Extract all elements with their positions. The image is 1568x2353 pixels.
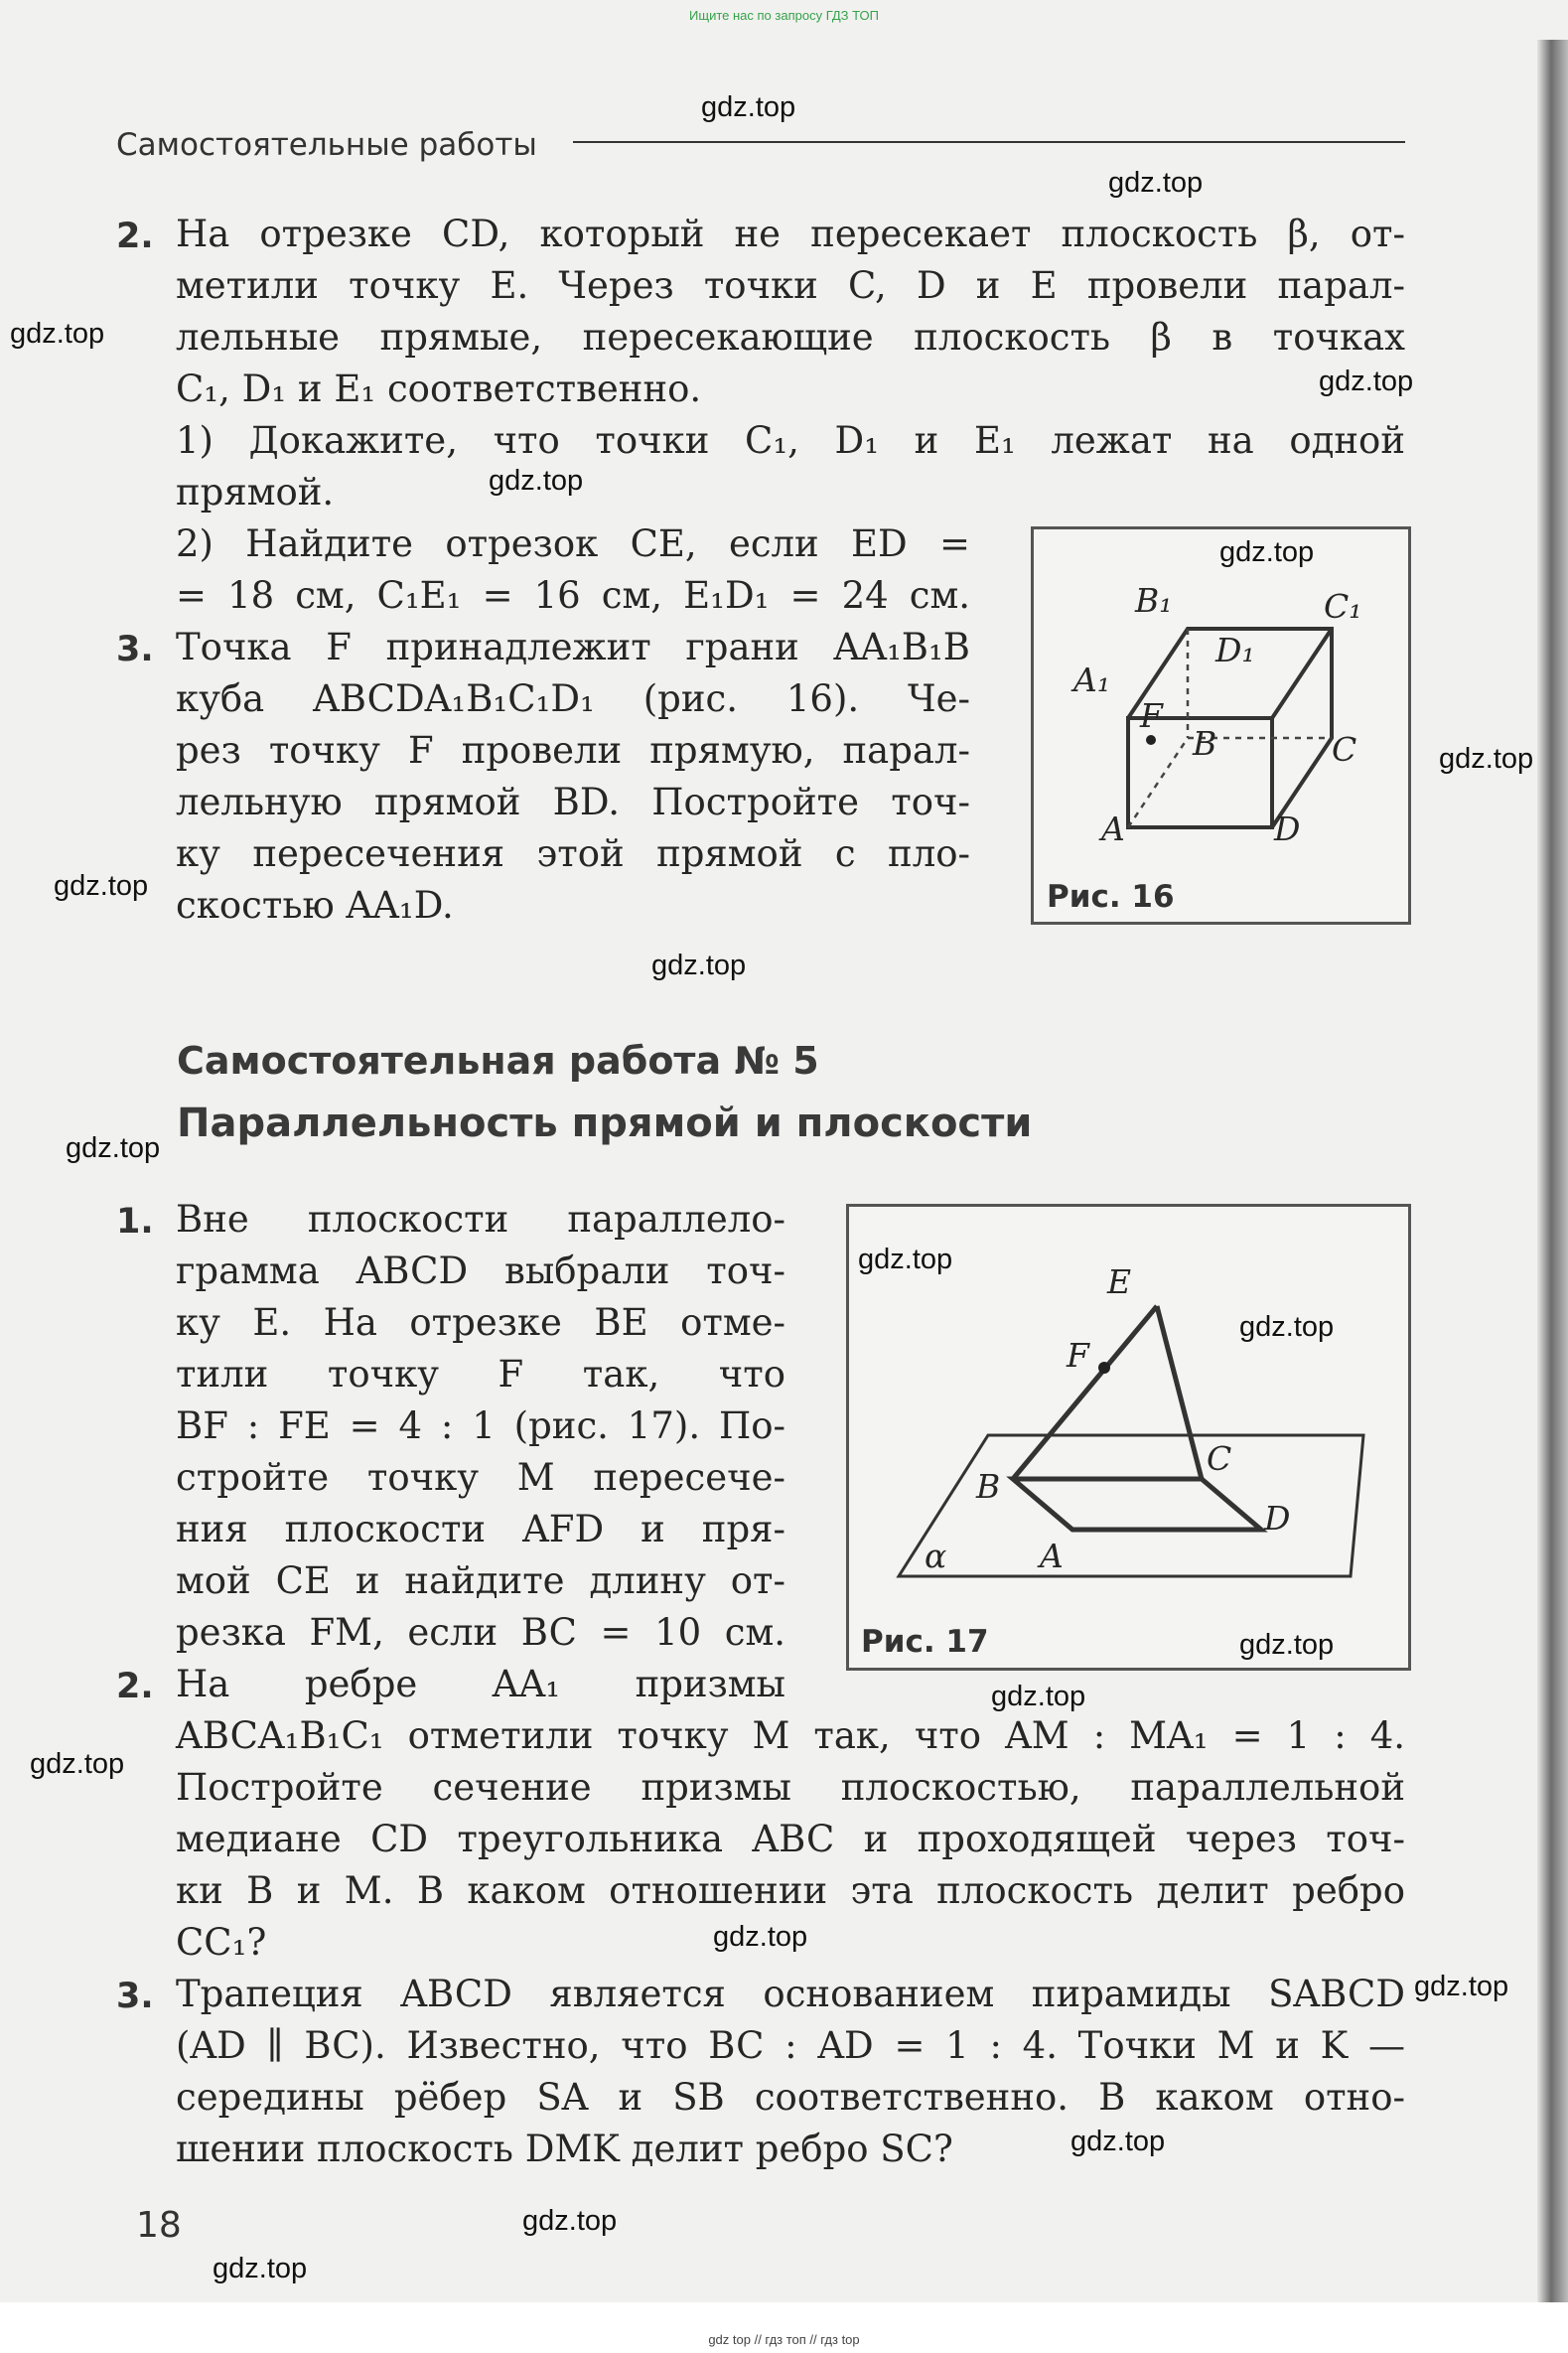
text-line: резка FM, если BC = 10 см. <box>176 1611 785 1654</box>
text-line: куба ABCDA₁B₁C₁D₁ (рис. 16). Че- <box>176 677 970 720</box>
label-E: E <box>1107 1262 1132 1301</box>
label-C1: C₁ <box>1324 587 1362 626</box>
label-A: A <box>1101 809 1125 848</box>
figure-caption: Рис. 16 <box>1047 879 1175 915</box>
task-number: 2. <box>116 1667 154 1706</box>
label-B: B <box>1193 724 1217 763</box>
watermark-text: gdz.top <box>1439 743 1534 775</box>
watermark-text: gdz.top <box>10 318 105 350</box>
watermark-text: gdz.top <box>1108 167 1204 199</box>
label-F: F <box>1067 1336 1089 1375</box>
text-line: лельную прямой BD. Постройте точ- <box>176 781 970 823</box>
text-line: Вне плоскости параллело- <box>176 1198 785 1241</box>
figure-16 <box>1031 526 1411 925</box>
text-line: медиане CD треугольника ABC и проходящей через точ- <box>176 1818 1405 1860</box>
text-line: шении плоскость DMK делит ребро SC? <box>176 2128 953 2170</box>
section-subtitle: Параллельность прямой и плоскости <box>177 1101 1033 1146</box>
watermark-text: gdz.top <box>651 950 747 981</box>
text-line: середины рёбер SA и SB соответственно. В каком отно- <box>176 2076 1405 2119</box>
text-line: ки B и M. В каком отношении эта плоскость делит ребро <box>176 1869 1405 1912</box>
watermark-text: gdz.top <box>713 1921 808 1953</box>
text-line: 2) Найдите отрезок CE, если ED = <box>176 522 970 565</box>
text-line: BF : FE = 4 : 1 (рис. 17). По- <box>176 1404 785 1447</box>
label-D: D <box>1274 809 1301 848</box>
text-line: прямой. <box>176 471 335 514</box>
task-number: 3. <box>116 1977 154 2016</box>
text-line: 1) Докажите, что точки C₁, D₁ и E₁ лежат на одной <box>176 419 1405 462</box>
label-B: B <box>976 1467 1001 1506</box>
label-D: D <box>1264 1499 1291 1538</box>
text-line: Постройте сечение призмы плоскостью, параллельной <box>176 1766 1405 1809</box>
text-line: лельные прямые, пересекающие плоскость β в точках <box>176 316 1405 359</box>
page-edge-shadow <box>1537 40 1568 2314</box>
text-line: CC₁? <box>176 1921 267 1964</box>
text-line: тили точку F так, что <box>176 1353 785 1396</box>
watermark-text: gdz.top <box>489 465 584 497</box>
text-line: ABCA₁B₁C₁ отметили точку M так, что AM : MA₁ = 1 : 4. <box>176 1714 1405 1757</box>
running-header: Самостоятельные работы <box>116 127 537 163</box>
text-line: метили точку E. Через точки C, D и E провели парал- <box>176 264 1405 307</box>
text-line: Точка F принадлежит грани AA₁B₁B <box>176 626 970 668</box>
header-rule <box>573 141 1405 143</box>
text-line: грамма ABCD выбрали точ- <box>176 1250 785 1292</box>
text-line: На отрезке CD, который не пересекает плоскость β, от- <box>176 213 1405 255</box>
text-line: ния плоскости AFD и пря- <box>176 1508 785 1550</box>
task-number: 3. <box>116 630 154 669</box>
watermark-text: gdz.top <box>858 1244 953 1275</box>
watermark-text: gdz.top <box>1239 1629 1335 1661</box>
label-A: A <box>1040 1537 1064 1575</box>
text-line: Трапеция ABCD является основанием пирамиды SABCD <box>176 1973 1405 2015</box>
watermark-text: gdz.top <box>1219 536 1315 568</box>
label-C: C <box>1207 1439 1232 1478</box>
label-F: F <box>1140 696 1163 735</box>
watermark-text: gdz.top <box>54 870 149 902</box>
text-line: ку пересечения этой прямой с пло- <box>176 832 970 875</box>
label-D1: D₁ <box>1215 631 1255 669</box>
watermark-text: gdz.top <box>1319 366 1414 397</box>
watermark-text: gdz.top <box>1070 2126 1166 2157</box>
watermark-text: gdz.top <box>1239 1311 1335 1343</box>
page-number: 18 <box>136 2205 182 2246</box>
label-B1: B₁ <box>1135 581 1173 620</box>
text-line: стройте точку M пересече- <box>176 1456 785 1499</box>
label-A1: A₁ <box>1073 661 1111 699</box>
label-alpha: α <box>925 1537 947 1575</box>
text-line: скостью AA₁D. <box>176 884 454 927</box>
text-line: ку E. На отрезке BE отме- <box>176 1301 785 1344</box>
task-number: 1. <box>116 1202 154 1242</box>
label-C: C <box>1332 730 1357 769</box>
watermark-text: gdz.top <box>522 2205 618 2237</box>
text-line: C₁, D₁ и E₁ соответственно. <box>176 368 702 410</box>
task-number: 2. <box>116 217 154 256</box>
text-line: рез точку F провели прямую, парал- <box>176 729 970 772</box>
watermark-text: gdz.top <box>66 1132 161 1164</box>
bottom-watermark: gdz top // гдз топ // гдз top <box>708 2332 860 2347</box>
watermark-text: gdz.top <box>701 91 796 123</box>
watermark-text: gdz.top <box>991 1681 1086 1712</box>
text-line: мой CE и найдите длину от- <box>176 1559 785 1602</box>
text-line: На ребре AA₁ призмы <box>176 1663 785 1705</box>
watermark-text: gdz.top <box>30 1748 125 1780</box>
figure-caption: Рис. 17 <box>861 1624 989 1660</box>
watermark-text: gdz.top <box>1414 1971 1509 2002</box>
text-line: = 18 см, C₁E₁ = 16 см, E₁D₁ = 24 см. <box>176 574 970 617</box>
watermark-text: gdz.top <box>213 2253 308 2284</box>
top-watermark: Ищите нас по запросу ГДЗ ТОП <box>689 8 879 23</box>
text-line: (AD ∥ BC). Известно, что BC : AD = 1 : 4. Точки M и K — <box>176 2024 1405 2067</box>
section-title: Самостоятельная работа № 5 <box>177 1039 819 1083</box>
